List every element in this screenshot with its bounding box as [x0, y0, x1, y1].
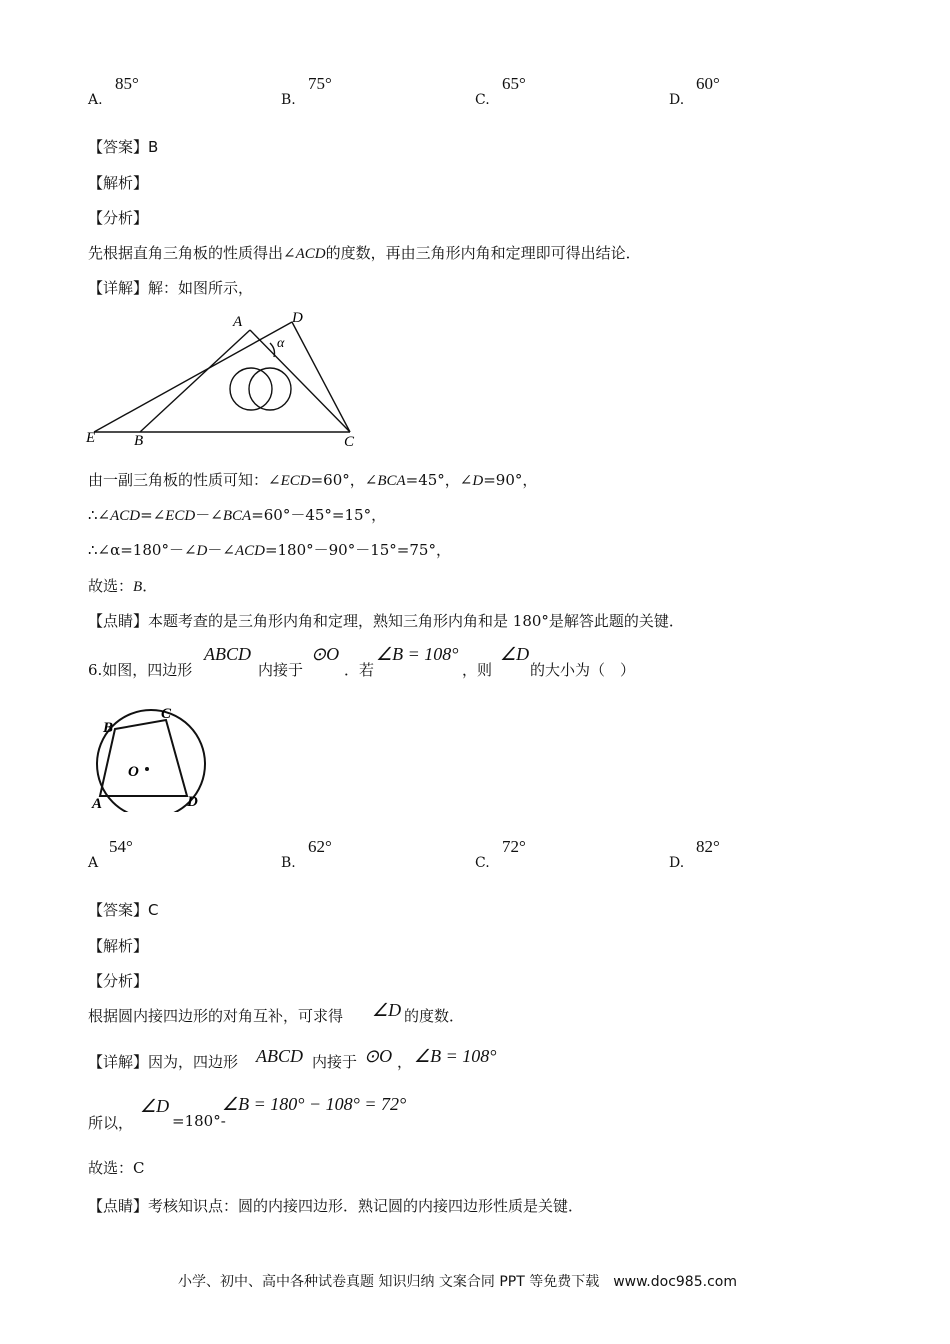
- q6-detail-angle: ∠B = 108°: [414, 1046, 497, 1066]
- q5-option-a-value: 85°: [115, 74, 139, 93]
- line-dc: [292, 322, 350, 432]
- q5-analysis-tag: 【解析】: [88, 174, 149, 192]
- q5-option-d-value: 60°: [696, 74, 720, 93]
- q6-detail-b: 内接于: [312, 1053, 358, 1071]
- math-var: ECD: [280, 473, 311, 489]
- q6-stem-abcd: ABCD: [204, 644, 251, 664]
- label-e: E: [86, 430, 96, 446]
- text-segment: =60°－45°=15°，: [251, 506, 387, 524]
- math-var: ACD: [295, 246, 326, 262]
- q6-stem-d: ，则: [462, 661, 493, 679]
- q6-option-b-value: 62°: [308, 837, 332, 856]
- text-segment: ∴∠α=180°－∠: [88, 541, 197, 559]
- math-var: ACD: [110, 508, 141, 524]
- answer-tag: 【答案】: [88, 901, 149, 919]
- text-segment: 由一副三角板的性质可知：∠: [88, 471, 281, 489]
- q5-answer-line: [88, 136, 158, 157]
- text-segment: =90°，: [483, 471, 538, 489]
- q5-fenxi-text: [88, 242, 641, 263]
- q6-stem-angle-d: ∠D: [500, 644, 530, 664]
- q6-circle-figure: [86, 702, 216, 812]
- label-a: A: [92, 796, 103, 812]
- text-segment: －∠: [195, 506, 223, 524]
- answer-tag: 【答案】: [88, 138, 149, 156]
- q5-reason-line-2: [88, 504, 386, 525]
- q6-option-c-letter: C.: [475, 855, 490, 871]
- answer-value: B: [148, 138, 159, 156]
- q5-triangle-figure: [80, 305, 380, 455]
- q6-fenxi-b: 的度数．: [404, 1007, 465, 1025]
- math-var: ACD: [234, 543, 265, 559]
- q5-option-a-letter: A.: [88, 92, 103, 108]
- text-segment: －∠: [207, 541, 235, 559]
- q6-so-b: =180°-: [172, 1112, 226, 1130]
- q6-answer-line: [88, 899, 159, 920]
- q6-stem-b: 内接于: [258, 661, 304, 679]
- q6-fenxi-a: 根据圆内接四边形的对角互补，可求得: [88, 1007, 344, 1025]
- q6-stem-c: ．若: [344, 661, 375, 679]
- q6-so-expr: ∠B = 180° − 108° = 72°: [222, 1094, 407, 1114]
- label-a: A: [233, 314, 243, 330]
- q6-option-a-value: 54°: [109, 837, 133, 856]
- label-o: O: [128, 764, 139, 780]
- line-ed: [94, 322, 292, 432]
- q5-option-d-letter: D.: [669, 92, 685, 108]
- q5-option-b-value: 75°: [308, 74, 332, 93]
- text-segment: ∴∠: [88, 506, 111, 524]
- label-d: D: [292, 310, 303, 326]
- math-var: BCA: [222, 508, 252, 524]
- q6-analysis-tag: 【解析】: [88, 937, 149, 955]
- text-segment: 故选：: [88, 577, 134, 595]
- q6-option-a-letter: A: [88, 855, 99, 871]
- label-c: C: [161, 706, 172, 722]
- detail-tag: 【详解】: [88, 1053, 149, 1071]
- q5-reason-line-1: [88, 469, 537, 490]
- q5-option-c-value: 65°: [502, 74, 526, 93]
- text-segment: =180°－90°－15°=75°，: [264, 541, 451, 559]
- q5-detail-line: [88, 277, 253, 298]
- q6-detail-a: [88, 1051, 238, 1072]
- circle-right: [249, 368, 291, 410]
- math-var: D: [196, 543, 208, 559]
- math-var: D: [472, 473, 484, 489]
- circle-left: [230, 368, 272, 410]
- math-var: BCA: [377, 473, 406, 489]
- q5-choose-line: [88, 575, 157, 596]
- center-dot: [145, 767, 149, 771]
- q6-stem-o: ⊙O: [311, 644, 340, 664]
- label-b: B: [134, 433, 144, 449]
- text-segment: 的度数，再由三角形内角和定理即可得出结论．: [325, 244, 641, 262]
- q6-fenxi-angle: ∠D: [372, 1000, 402, 1020]
- q6-detail-c: ，: [397, 1053, 413, 1071]
- q5-fenxi-tag: 【分析】: [88, 209, 149, 227]
- q6-option-d-value: 82°: [696, 837, 720, 856]
- text-segment: ．: [142, 577, 158, 595]
- comment-text: 考核知识点：圆的内接四边形．熟记圆的内接四边形性质是关键．: [148, 1197, 584, 1215]
- q6-stem-angle-b: ∠B = 108°: [376, 644, 459, 664]
- detail-text: 解：如图所示，: [148, 279, 254, 297]
- q6-comment-line: [88, 1195, 583, 1216]
- q6-detail-o: ⊙O: [364, 1046, 393, 1066]
- q6-so-a: 所以，: [88, 1114, 134, 1132]
- q5-option-b-letter: B.: [281, 92, 296, 108]
- q6-detail-abcd: ABCD: [256, 1046, 303, 1066]
- text-segment: 先根据直角三角板的性质得出∠: [88, 244, 296, 262]
- label-b: B: [103, 720, 114, 736]
- label-d: D: [187, 794, 198, 810]
- math-var: B: [133, 579, 143, 595]
- q6-option-d-letter: D.: [669, 855, 685, 871]
- q5-reason-line-3: [88, 539, 451, 560]
- text-segment: =∠: [140, 506, 166, 524]
- text-segment: =60°，∠: [310, 471, 378, 489]
- line-ba: [140, 330, 250, 432]
- q6-fenxi-tag: 【分析】: [88, 972, 149, 990]
- comment-tag: 【点睛】: [88, 1197, 149, 1215]
- detail-tag: 【详解】: [88, 279, 149, 297]
- q6-option-b-letter: B.: [281, 855, 296, 871]
- detail-text: 因为，四边形: [148, 1053, 239, 1071]
- q6-so-angle-d: ∠D: [140, 1096, 170, 1116]
- page-footer: 小学、初中、高中各种试卷真题 知识归纳 文案合同 PPT 等免费下载 www.doc985.com: [178, 1274, 737, 1290]
- comment-tag: 【点睛】: [88, 612, 149, 630]
- alpha-arc: [270, 343, 275, 357]
- text-segment: =45°，∠: [405, 471, 473, 489]
- q6-stem-e: 的大小为（ ）: [530, 661, 636, 679]
- q6-option-c-value: 72°: [502, 837, 526, 856]
- q5-comment-line: [88, 610, 684, 631]
- label-alpha: α: [277, 336, 285, 351]
- q5-option-c-letter: C.: [475, 92, 490, 108]
- q6-stem-a: 6.如图，四边形: [88, 661, 193, 679]
- answer-value: C: [148, 901, 159, 919]
- comment-text: 本题考查的是三角形内角和定理，熟知三角形内角和是 180°是解答此题的关键．: [148, 612, 684, 630]
- q6-choose-line: 故选：C: [88, 1159, 145, 1177]
- quadrilateral-abcd: [100, 720, 187, 796]
- label-c: C: [344, 434, 355, 450]
- math-var: ECD: [165, 508, 196, 524]
- line-ac: [250, 330, 350, 432]
